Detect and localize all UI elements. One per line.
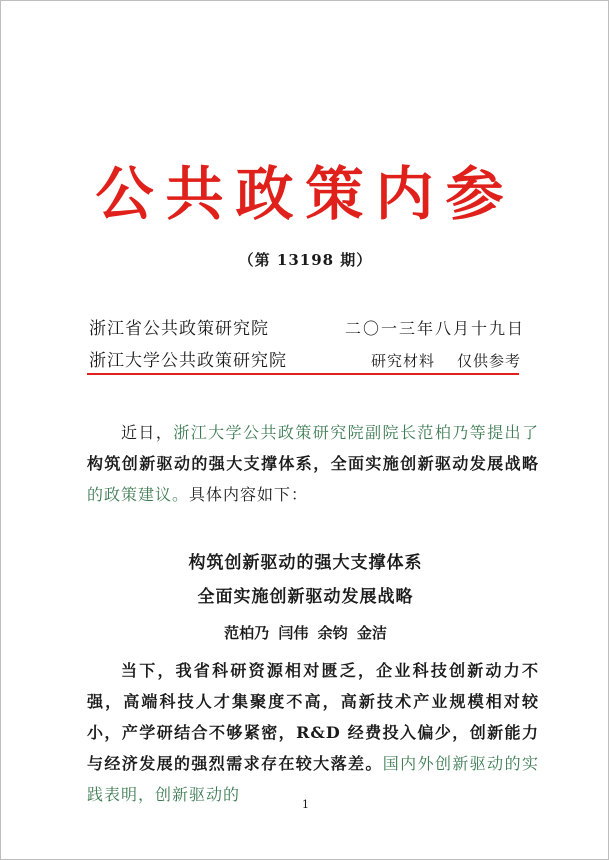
intro-lead: 近日，	[121, 423, 174, 442]
header-row-1	[89, 314, 529, 339]
header-row-2	[89, 346, 529, 371]
header-divider	[87, 373, 519, 375]
article-body-continued: 国内外创新驱动的实践表明，创新驱动的	[87, 754, 539, 804]
usage-note-reference: 仅供参考	[456, 352, 521, 370]
masthead-title: 公共政策内参	[95, 160, 516, 228]
intro-topic: 构筑创新驱动的强大支撑体系，全面实施创新驱动发展战略	[87, 454, 539, 473]
intro-paragraph	[87, 417, 539, 510]
intro-policy: 的政策建议。	[87, 485, 190, 504]
intro-follow: 具体内容如下：	[189, 485, 309, 504]
article-title-line-2: 全面实施创新驱动发展战略	[197, 587, 414, 607]
article-body-bold: 当下，我省科研资源相对匮乏，企业科技创新动力不强，高端科技人才集聚度不高，高新技术产业规模相对较小，产学研结合不够紧密，R&D 经费投入偏少，创新能力与经济发展的强烈需求存在较大落差。	[87, 661, 539, 773]
article-body	[87, 655, 539, 810]
article-authors: 范柏乃 闫伟 余钧 金洁	[224, 624, 387, 642]
issuing-org-provincial: 浙江省公共政策研究院	[89, 319, 269, 339]
issue-number: （第 13198 期）	[238, 251, 373, 269]
intro-source: 浙江大学公共政策研究院副院长范柏乃等提出了	[173, 423, 539, 442]
issue-date: 二〇一三年八月十九日	[344, 319, 525, 338]
article-title-line-1: 构筑创新驱动的强大支撑体系	[188, 553, 423, 573]
issuing-org-university: 浙江大学公共政策研究院	[89, 351, 287, 371]
usage-note-research: 研究材料	[370, 352, 435, 370]
page-number: 1	[302, 798, 309, 811]
usage-note	[371, 350, 529, 371]
